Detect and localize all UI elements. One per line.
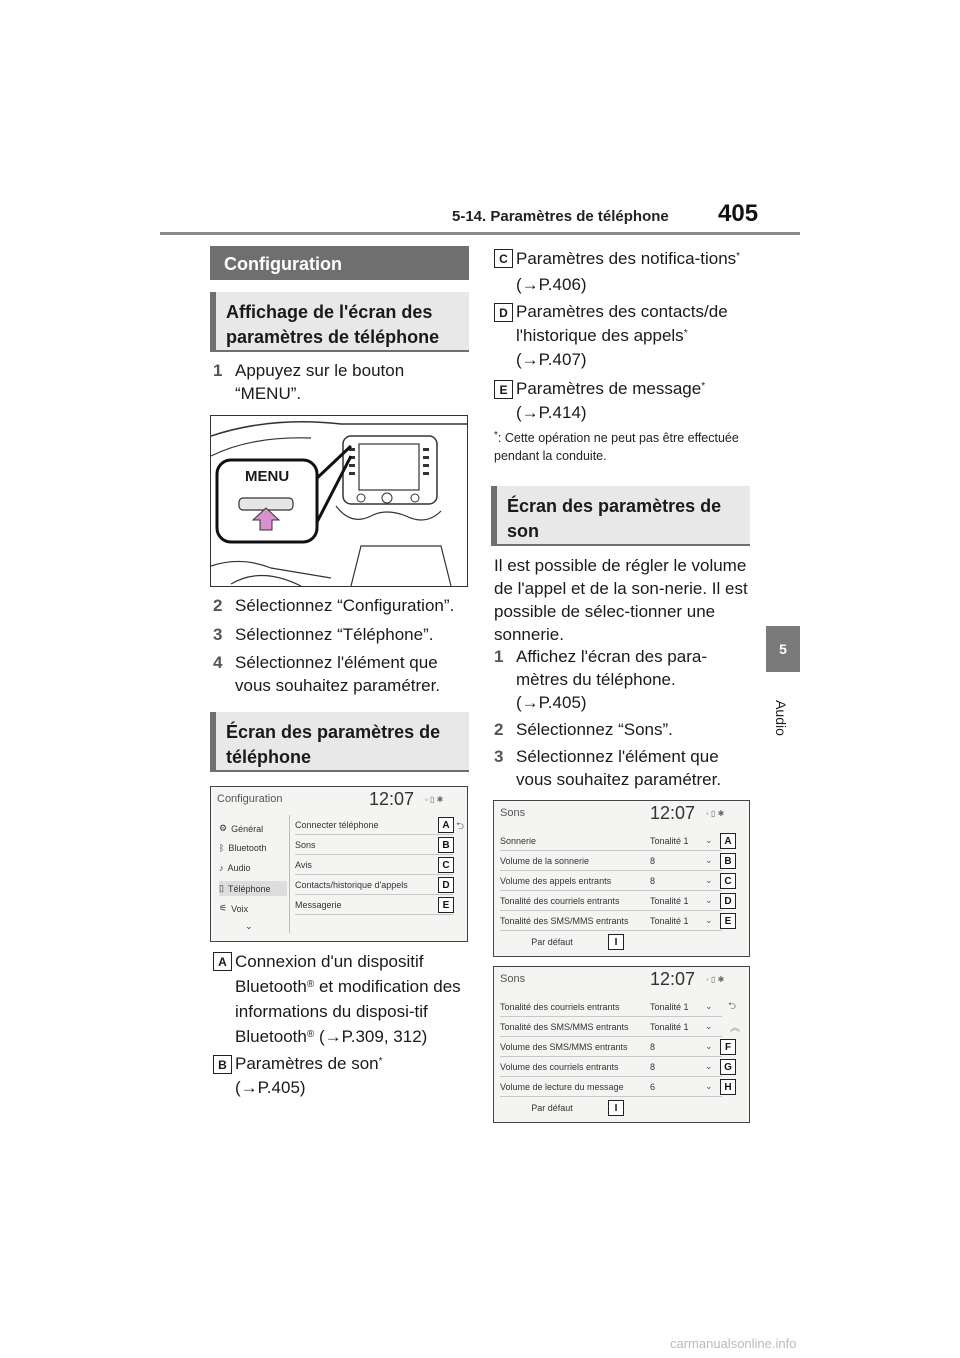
- menu-button-label: MENU: [245, 468, 290, 485]
- chevron-down-icon: ⌄: [705, 835, 713, 845]
- item-label: D: [494, 303, 513, 322]
- step-1: [494, 645, 756, 714]
- subheading-display-phone-settings: Affichage de l'écran des paramètres de téléphone: [210, 292, 469, 352]
- step-text: Sélectionnez “Configuration”.: [235, 596, 455, 615]
- item-label: C: [494, 249, 513, 268]
- step-4: [213, 651, 473, 697]
- item-text: Connexion d'un dispositif Bluetooth® et modification des informations du disposi-tif Bluetooth® (→P.309, 312): [235, 952, 461, 1046]
- item-text: Paramètres des contacts/de l'historique des appels* (→P.407): [516, 302, 728, 369]
- status-icons: ◦ ▯ ✱: [425, 795, 444, 804]
- callout-badge: D: [720, 893, 736, 909]
- sounds-screen-2: [493, 966, 750, 1123]
- callout-badge: B: [720, 853, 736, 869]
- menu-item-general[interactable]: ⚙ Général: [219, 823, 264, 834]
- row-sounds[interactable]: Sons: [295, 835, 453, 855]
- back-icon[interactable]: ⮌: [456, 821, 465, 832]
- chapter-label: Audio: [773, 700, 789, 736]
- step-number: 1: [213, 361, 223, 380]
- step-number: 3: [213, 625, 223, 644]
- screen-title: Configuration: [217, 793, 283, 805]
- callout-badge: A: [720, 833, 736, 849]
- step-1: [213, 359, 463, 405]
- screen-title: Sons: [500, 807, 526, 819]
- subheading-sound-settings-screen: Écran des paramètres de son: [491, 486, 750, 546]
- chevron-down-icon: ⌄: [705, 1021, 713, 1031]
- watermark: carmanualsonline.info: [670, 1336, 797, 1351]
- row-incoming-email-volume[interactable]: Volume des courriels entrants 8 ⌄: [500, 1057, 722, 1077]
- item-label: A: [213, 952, 232, 971]
- step-number: 1: [494, 647, 504, 666]
- section-title: 5-14. Paramètres de téléphone: [452, 208, 669, 225]
- row-incoming-call-volume[interactable]: Volume des appels entrants 8 ⌄: [500, 871, 722, 891]
- intro-paragraph: Il est possible de régler le volume de l'appel et de la son-nerie. Il est possible de sélec-tionner une sonnerie.: [494, 556, 748, 644]
- step-text: Affichez l'écran des para-mètres du téléphone. (→P.405): [516, 647, 707, 712]
- row-incoming-sms-tone[interactable]: Tonalité des SMS/MMS entrants Tonalité 1 ⌄: [500, 911, 722, 931]
- step-text: Sélectionnez l'élément que vous souhaitez paramétrer.: [235, 653, 441, 695]
- back-icon[interactable]: ⮌: [728, 1001, 737, 1012]
- subheading-phone-settings-screen: Écran des paramètres de téléphone: [210, 712, 469, 772]
- row-incoming-email-tone[interactable]: Tonalité des courriels entrants Tonalité 1 ⌄: [500, 891, 722, 911]
- section-heading-configuration: Configuration: [210, 246, 469, 280]
- step-number: 4: [213, 653, 223, 672]
- step-text: Appuyez sur le bouton “MENU”.: [235, 361, 405, 403]
- row-messaging[interactable]: Messagerie: [295, 895, 453, 915]
- chevron-down-icon: ⌄: [705, 1001, 713, 1011]
- callout-badge: E: [720, 913, 736, 929]
- bluetooth-icon: ᛒ: [219, 843, 225, 853]
- screen-title: Sons: [500, 973, 526, 985]
- callout-badge: G: [720, 1059, 736, 1075]
- phone-icon: ▯: [219, 883, 224, 893]
- step-text: Sélectionnez “Téléphone”.: [235, 625, 434, 644]
- configuration-screen: [210, 786, 468, 942]
- chevron-down-icon: ⌄: [705, 855, 713, 865]
- row-incoming-sms-tone[interactable]: Tonalité des SMS/MMS entrants Tonalité 1 ⌄: [500, 1017, 722, 1037]
- item-label: E: [494, 380, 513, 399]
- sounds-screen-1: [493, 800, 750, 957]
- gear-icon: ⚙: [219, 823, 228, 833]
- callout-badge: D: [438, 877, 454, 893]
- status-icons: ◦ ▯ ✱: [706, 975, 725, 984]
- callout-badge: C: [438, 857, 454, 873]
- header-divider: [160, 232, 800, 235]
- settings-menu: [211, 815, 289, 943]
- row-ringtone-volume[interactable]: Volume de la sonnerie 8 ⌄: [500, 851, 722, 871]
- dashboard-illustration: [211, 416, 468, 587]
- item-a: [213, 949, 473, 1049]
- music-note-icon: ♪: [219, 863, 224, 873]
- item-label: B: [213, 1055, 232, 1074]
- chevron-down-icon: ⌄: [705, 895, 713, 905]
- item-c: [494, 246, 756, 298]
- item-text: Paramètres de son* (→P.405): [235, 1054, 383, 1097]
- row-connect-phone[interactable]: Connecter téléphone: [295, 815, 453, 835]
- chevron-down-icon: ⌄: [705, 875, 713, 885]
- item-e: [494, 377, 756, 425]
- footnote: *: Cette opération ne peut pas être effectuée pendant la conduite.: [494, 430, 739, 463]
- row-incoming-sms-volume[interactable]: Volume des SMS/MMS entrants 8 ⌄: [500, 1037, 722, 1057]
- clock: 12:07: [650, 803, 696, 823]
- callout-badge: I: [608, 1100, 624, 1116]
- step-2: [494, 718, 756, 741]
- scroll-top-icon[interactable]: ︽: [730, 1023, 740, 1034]
- dashboard-figure: [210, 415, 468, 587]
- menu-item-audio[interactable]: ♪ Audio: [219, 863, 251, 873]
- step-3: [494, 745, 756, 791]
- chevron-down-icon: ⌄: [705, 1061, 713, 1071]
- clock: 12:07: [369, 789, 415, 809]
- chevron-down-icon: ⌄: [705, 1081, 713, 1091]
- menu-item-telephone[interactable]: ▯ Téléphone: [219, 881, 287, 896]
- step-number: 3: [494, 747, 504, 766]
- callout-badge: I: [608, 934, 624, 950]
- status-icons: ◦ ▯ ✱: [706, 809, 725, 818]
- item-text: Paramètres des notifica-tions* (→P.406): [516, 249, 741, 294]
- menu-item-bluetooth[interactable]: ᛒ Bluetooth: [219, 843, 267, 853]
- callout-badge: F: [720, 1039, 736, 1055]
- step-2: [213, 594, 473, 617]
- item-d: [494, 300, 756, 372]
- callout-badge: C: [720, 873, 736, 889]
- divider: [289, 815, 290, 933]
- item-b: [213, 1052, 473, 1100]
- page-number: 405: [718, 200, 759, 227]
- callout-badge: A: [438, 817, 454, 833]
- chevron-down-icon: ⌄: [705, 915, 713, 925]
- voice-icon: ⚟: [219, 903, 228, 913]
- default-button[interactable]: Par défaut: [531, 937, 573, 947]
- chevron-down-icon: ⌄: [705, 1041, 713, 1051]
- callout-badge: H: [720, 1079, 736, 1095]
- default-button[interactable]: Par défaut: [531, 1103, 573, 1113]
- scroll-down-icon[interactable]: ⌄: [245, 921, 253, 931]
- step-text: Sélectionnez l'élément que vous souhaitez paramétrer.: [516, 747, 722, 789]
- row-contacts-history[interactable]: Contacts/historique d'appels: [295, 875, 453, 895]
- menu-item-voice[interactable]: ⚟ Voix: [219, 903, 249, 914]
- row-ringtone[interactable]: Sonnerie Tonalité 1 ⌄: [500, 831, 722, 851]
- row-incoming-email-tone[interactable]: Tonalité des courriels entrants Tonalité 1 ⌄: [500, 997, 722, 1017]
- item-text: Paramètres de message* (→P.414): [516, 379, 706, 422]
- step-number: 2: [213, 596, 223, 615]
- chapter-tab: 5: [766, 626, 800, 672]
- callout-badge: E: [438, 897, 454, 913]
- row-message-playback-volume[interactable]: Volume de lecture du message 6 ⌄: [500, 1077, 722, 1097]
- step-text: Sélectionnez “Sons”.: [516, 720, 673, 739]
- step-number: 2: [494, 720, 504, 739]
- clock: 12:07: [650, 969, 696, 989]
- callout-badge: B: [438, 837, 454, 853]
- row-notifications[interactable]: Avis: [295, 855, 453, 875]
- step-3: [213, 623, 473, 646]
